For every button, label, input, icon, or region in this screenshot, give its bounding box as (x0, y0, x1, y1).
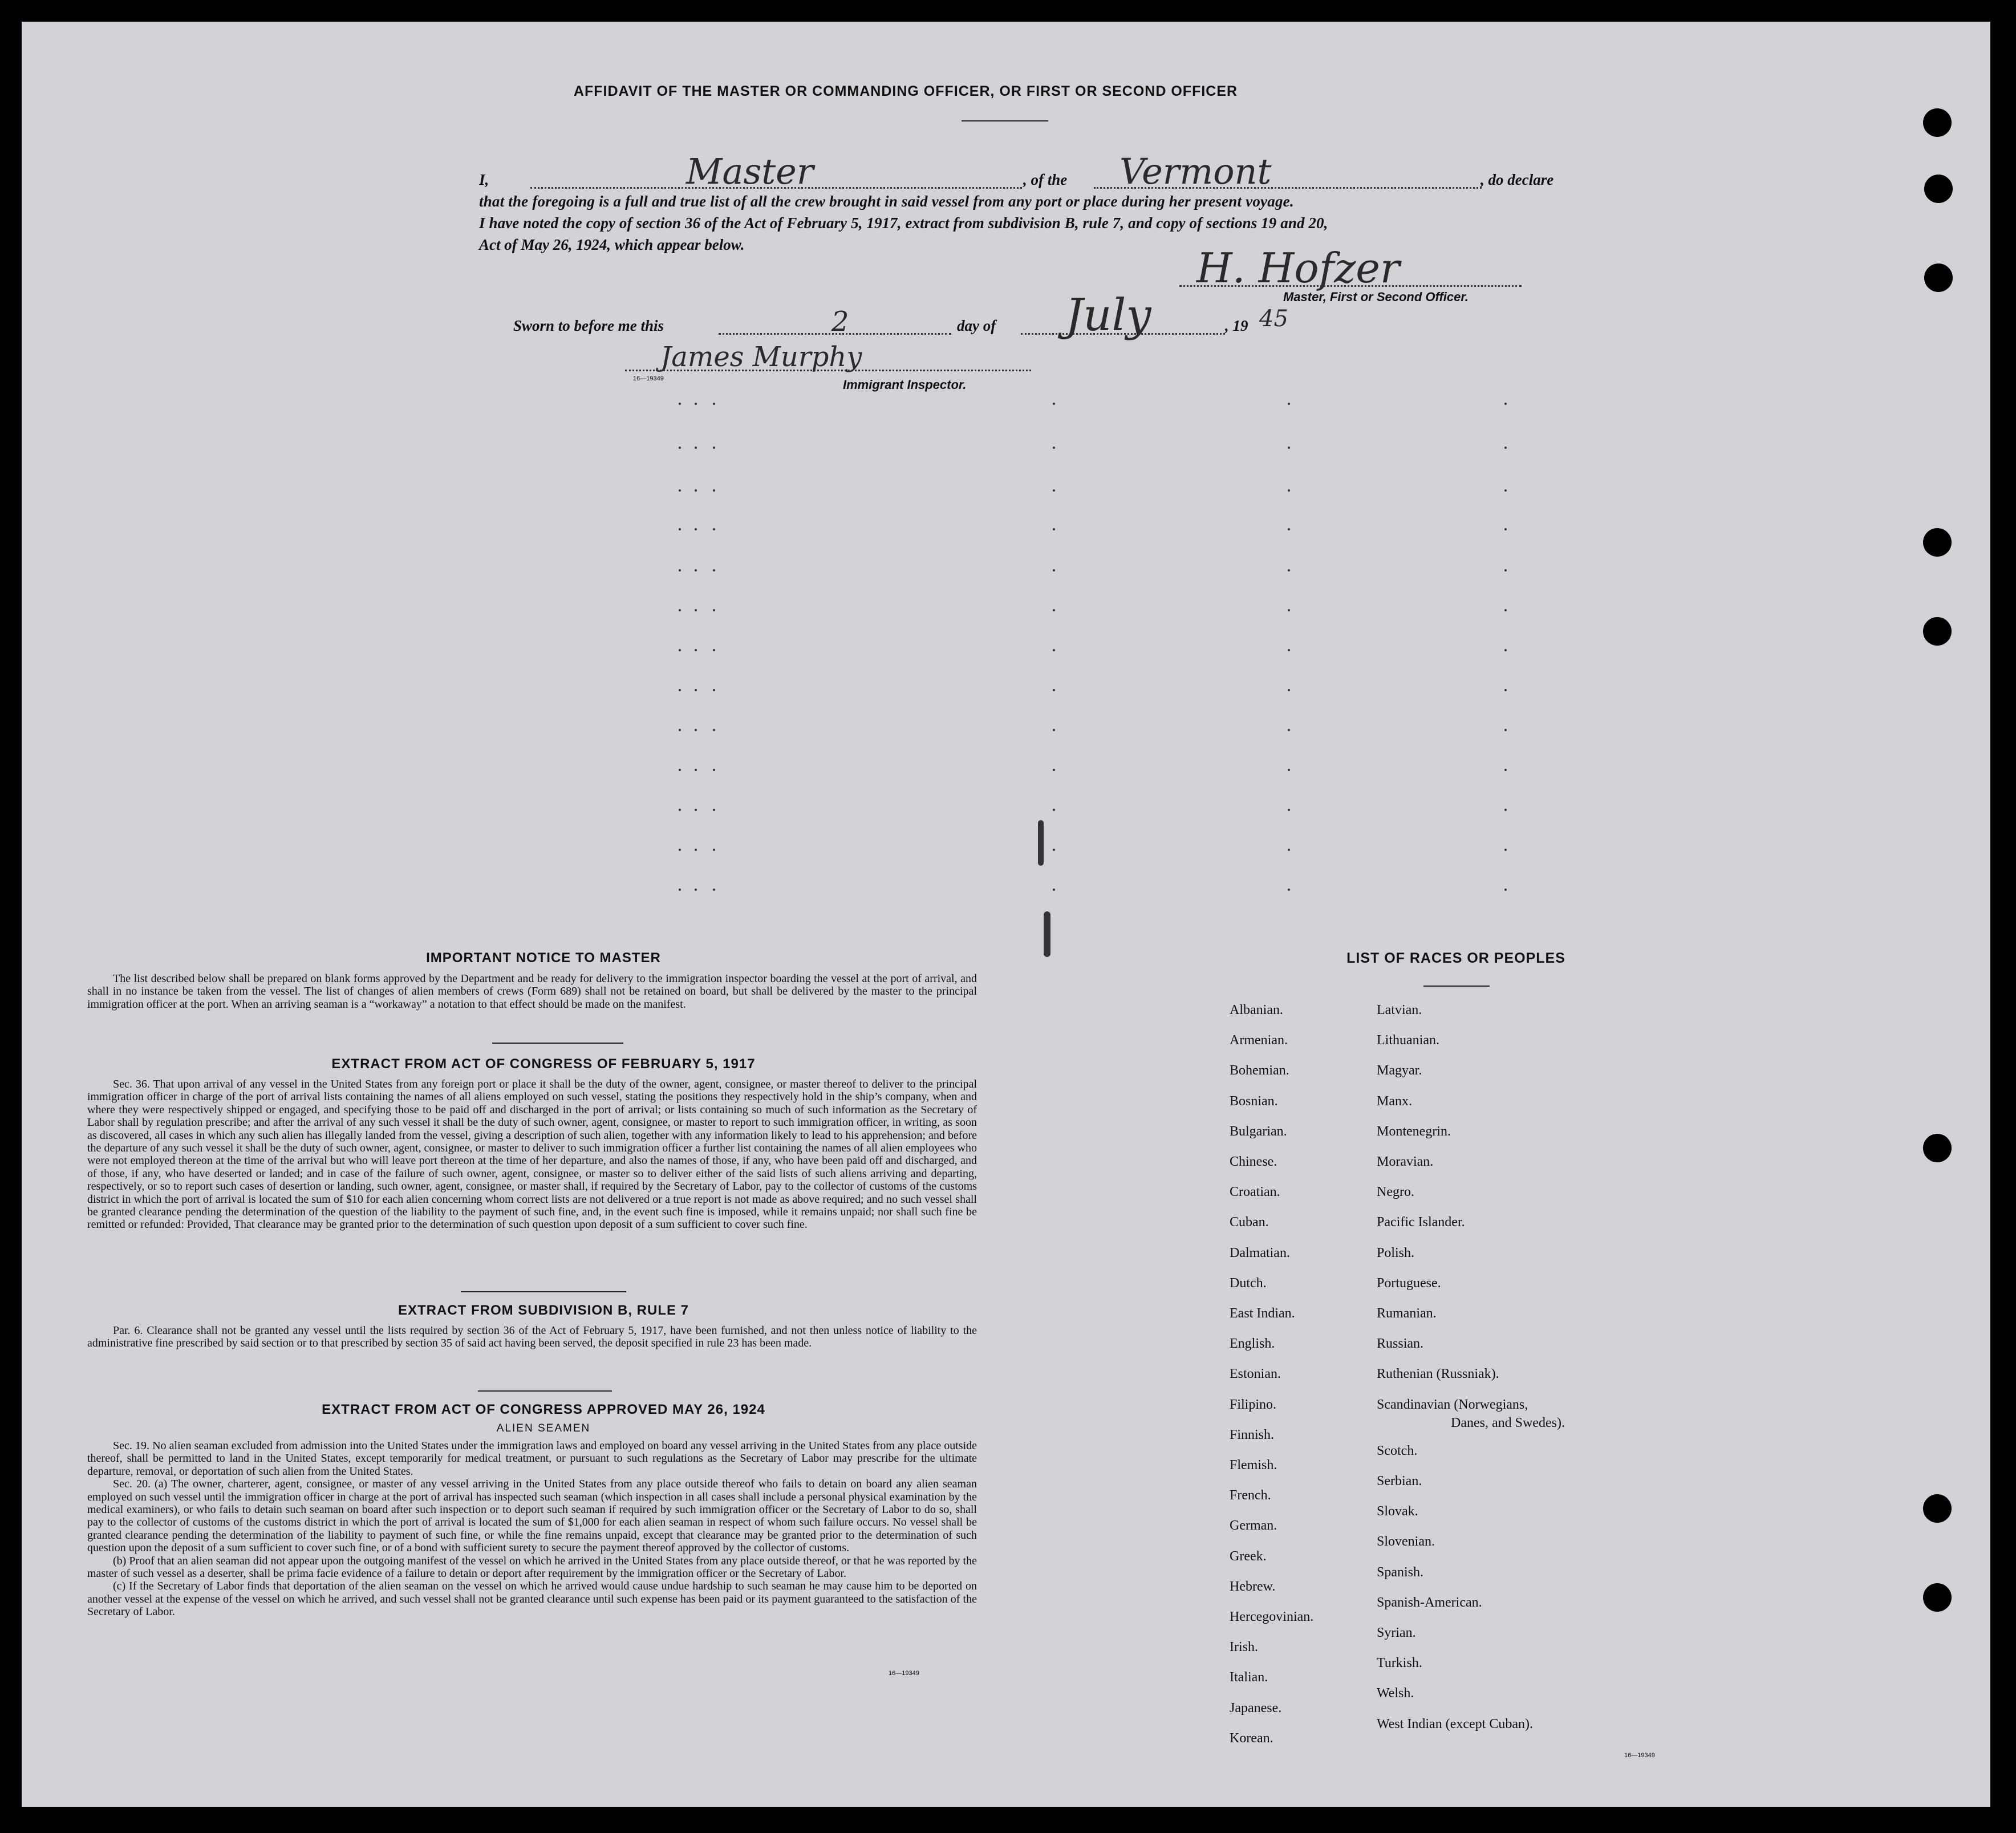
sec-20b-paragraph: (b) Proof that an alien seaman did not appear upon the outgoing manifest of the vessel on which he arrived in the United States from any place outside thereof, or that he was reported by the master of such vessel as a deserter, shall be prima facie evidence of a failure to detain or deport after requirement by the immigration officer or the Secretary of Labor. (87, 1554, 977, 1580)
faint-dot (713, 403, 715, 405)
form-number-races: 16—19349 (1624, 1752, 1655, 1759)
faint-dot (713, 569, 715, 571)
race-item: Portuguese. (1377, 1275, 1441, 1291)
year-printed: , 19 (1225, 317, 1248, 334)
faint-dot (1288, 403, 1290, 405)
punch-hole (1923, 1494, 1952, 1523)
day-handwriting: 2 (831, 306, 849, 338)
race-item: Albanian. (1230, 1003, 1283, 1017)
notice-rule (492, 1043, 623, 1044)
race-item: German. (1230, 1518, 1277, 1534)
sec-19-paragraph: Sec. 19. No alien seaman excluded from admission into the United States under the immigration laws and employed on board any vessel arriving in the United States from any place outside thereof, shall be permitted to land in the United States, except temporarily for medical treatment, or pursuant to such regulations as the Secretary of Labor may prescribe for the ultimate departure, removal, or deportation of such alien from the United States. (87, 1439, 977, 1478)
faint-dot (1288, 569, 1290, 571)
race-item: Russian. (1377, 1336, 1424, 1352)
faint-dot (1504, 689, 1507, 691)
faint-dot (713, 849, 715, 851)
faint-dot (679, 569, 681, 571)
notice-text: The list described below shall be prepared on blank forms approved by the Department and be ready for delivery to the immigration inspector boarding the vessel at the port of arrival, and shall in no instance be taken from the vessel. The list of changes of alien members of crews (Form 689) shall not be retained on board, but shall be delivered by the master to the principal immigration officer at the port. When an arriving seaman is a “workaway” a notation to that effect should be made on the manifest. (87, 972, 977, 1011)
title-rule (962, 120, 1048, 121)
faint-dot (695, 769, 697, 771)
declare-i: I, (479, 171, 489, 188)
sec-20a-paragraph: Sec. 20. (a) The owner, charterer, agent, consignee, or master of any vessel arriving in the United States from any place outside thereof who fails to detain on board any alien seaman employed on such vessel until the immigration officer in charge at the port of arrival has inspected such seaman (which inspection in all cases shall include a personal physical examination by the medical examiners), or who fails to detain such seaman on board after such inspection or to deport such seaman if required by such immigration officer or the Secretary of Labor to do so, shall pay to the collector of customs of the customs district in which the port of arrival is located the sum of $1,000 for each alien seaman in respect of whom such failure occurs. No vessel shall be granted clearance pending the determination of the liability to payment of such fine, or while the fine remains unpaid, except that clearance may be granted prior to the determination of such question upon the deposit of a sum sufficient to cover such fine, or of a bond with sufficient surety to secure the payment thereof approved by the collector of customs. (87, 1478, 977, 1555)
faint-dot (713, 809, 715, 811)
sworn-label: Sworn to before me this (513, 317, 664, 334)
extract-1917-title: EXTRACT FROM ACT OF CONGRESS OF FEBRUARY 5, 1917 (331, 1056, 756, 1072)
subdivision-b-text: Par. 6. Clearance shall not be granted any vessel until the lists required by section 36 of the Act of February 5, 1917, have been furnished, and not then unless notice of liability to the administrative fine prescribed by said section or to that prescribed by section 35 of said act having been served, the deposit specified in rule 23 has been made. (87, 1324, 977, 1350)
extract-1924-text (87, 1439, 977, 1619)
faint-dot (1053, 889, 1055, 891)
faint-dot (1504, 609, 1507, 611)
faint-dot (1504, 889, 1507, 891)
do-declare-label: , do declare (1480, 171, 1554, 188)
faint-dot (695, 649, 697, 651)
race-item: Scandinavian (Norwegians, (1377, 1397, 1528, 1412)
subdivision-b-rule (478, 1390, 612, 1392)
faint-dot (695, 609, 697, 611)
faint-dot (695, 729, 697, 731)
master-handwriting: Master (686, 151, 814, 192)
faint-dot (1053, 447, 1055, 449)
faint-dot (1053, 769, 1055, 771)
race-item: Moravian. (1377, 1154, 1434, 1169)
race-item: Filipino. (1230, 1397, 1277, 1412)
race-item: Syrian. (1377, 1625, 1416, 1640)
race-item: Slovenian. (1377, 1534, 1435, 1550)
faint-dot (1288, 849, 1290, 851)
race-item: Irish. (1230, 1640, 1258, 1655)
faint-dot (695, 849, 697, 851)
race-item: Hebrew. (1230, 1579, 1276, 1594)
faint-dot (1288, 809, 1290, 811)
race-item: Croatian. (1230, 1185, 1280, 1200)
punch-hole (1923, 528, 1952, 557)
faint-dot (1053, 729, 1055, 731)
faint-dot (713, 649, 715, 651)
vessel-handwriting: Vermont (1119, 151, 1272, 192)
race-item: Latvian. (1377, 1003, 1422, 1017)
race-scandinavian-continued: Danes, and Swedes). (1451, 1416, 1565, 1430)
alien-seamen-subtitle: ALIEN SEAMEN (496, 1422, 591, 1434)
punch-hole (1923, 1134, 1952, 1162)
subdivision-b-title: EXTRACT FROM SUBDIVISION B, RULE 7 (397, 1303, 689, 1318)
faint-dot (679, 809, 681, 811)
faint-dot (1504, 447, 1507, 449)
race-item: Pacific Islander. (1377, 1215, 1465, 1230)
month-handwriting: July (1065, 290, 1151, 341)
faint-dot (1288, 769, 1290, 771)
race-item: Bulgarian. (1230, 1124, 1287, 1139)
faint-dot (1504, 403, 1507, 405)
notice-title: IMPORTANT NOTICE TO MASTER (426, 950, 661, 966)
punch-hole (1924, 263, 1953, 292)
faint-dot (1053, 403, 1055, 405)
signature-handwriting: H. Hofzer (1196, 244, 1400, 292)
form-number-top: 16—19349 (633, 375, 664, 382)
race-item: Rumanian. (1377, 1306, 1437, 1321)
faint-dot (1288, 528, 1290, 530)
faint-dot (1288, 729, 1290, 731)
inspector-handwriting: James Murphy (660, 341, 862, 373)
race-item: Scotch. (1377, 1443, 1418, 1458)
faint-dot (1504, 569, 1507, 571)
faint-dot (679, 689, 681, 691)
faint-dot (713, 609, 715, 611)
faint-dot (1053, 489, 1055, 492)
race-item: English. (1230, 1336, 1275, 1352)
race-item: Cuban. (1230, 1215, 1269, 1230)
ink-smudge (1044, 911, 1050, 957)
faint-dot (713, 889, 715, 891)
of-the-label: , of the (1023, 171, 1068, 188)
faint-dot (695, 447, 697, 449)
faint-dot (1504, 489, 1507, 492)
race-item: Lithuanian. (1377, 1033, 1439, 1048)
race-item: Italian. (1230, 1670, 1268, 1685)
faint-dot (695, 689, 697, 691)
punch-hole (1924, 175, 1953, 203)
faint-dot (1053, 849, 1055, 851)
race-item: Bosnian. (1230, 1093, 1278, 1109)
faint-dot (679, 849, 681, 851)
race-item: Bohemian. (1230, 1063, 1289, 1078)
faint-dot (1288, 889, 1290, 891)
day-of-label: day of (957, 317, 996, 334)
faint-dot (1504, 809, 1507, 811)
faint-dot (713, 729, 715, 731)
race-item: Magyar. (1377, 1063, 1422, 1078)
faint-dot (1504, 849, 1507, 851)
race-item: Spanish-American. (1377, 1595, 1482, 1610)
extract-1917-text: Sec. 36. That upon arrival of any vessel in the United States from any foreign port or place it shall be the duty of the owner, agent, consignee, or master thereof to deliver to the principal immigration officer in charge of the port of arrival lists containing the names of all aliens employed on such vessel, stating the positions they respectively hold in the ship’s company, when and where they were respectively shipped or engaged, and specifying those to be paid off and discharged in the port of arrival; or lists containing so much of such information as the Secretary of Labor shall by regulation prescribe; and after the arrival of any such vessel it shall be the duty of such owner, agent, consignee, or master to report to such immigration officer, in writing, as soon as discovered, all cases in which any such alien has illegally landed from the vessel, giving a description of such alien, together with any information likely to lead to his apprehension; and before the departure of any such vessel it shall be the duty of such owner, agent, consignee, or master to deliver to such immigration officer a further list containing the names of all alien employees who were not employed thereon at the time of the arrival but who will leave port thereon at the time of her departure, and also the names of those, if any, who have been paid off and discharged, and of those, if any, who have deserted or landed; and in case of the failure of such owner, agent, consignee, or master so to deliver either of the said lists of such aliens arriving and departing, respectively, or so to report such cases of desertion or landing, such owner, agent, consignee, or master shall, if required by the Secretary of Labor, pay to the collector of customs of the customs district in which the port of arrival is located the sum of $10 for each alien concerning whom correct lists are not delivered or a true report is not made as above required; and no such vessel shall be granted clearance pending the determination of the question of the liability to the payment of such fine, and, in the event such fine is imposed, while it remains unpaid; nor shall such fine be remitted or refunded: Provided, That clearance may be granted prior to the determination of such question upon deposit of a sum sufficient to cover such fine. (87, 1078, 977, 1231)
race-item: Japanese. (1230, 1700, 1282, 1716)
extract-1917-rule (461, 1291, 626, 1292)
race-item: French. (1230, 1488, 1271, 1503)
faint-dot (1053, 569, 1055, 571)
faint-dot (679, 889, 681, 891)
faint-dot (1053, 689, 1055, 691)
sec-20c-paragraph: (c) If the Secretary of Labor finds that deportation of the alien seaman on the vessel on which he arrived would cause undue hardship to such seaman he may cause him to be deported on another vessel at the expense of the vessel on which he arrived, and such vessel shall not be granted clearance until such expense has been paid or its payment guaranteed to the satisfaction of the Secretary of Labor. (87, 1580, 977, 1619)
inspector-caption: Immigrant Inspector. (843, 378, 967, 392)
races-title: LIST OF RACES OR PEOPLES (1346, 950, 1565, 966)
faint-dot (1504, 729, 1507, 731)
declaration-line-4: Act of May 26, 1924, which appear below. (479, 236, 745, 253)
race-item: Polish. (1377, 1245, 1415, 1260)
faint-dot (679, 489, 681, 492)
signature-line (1179, 285, 1522, 287)
faint-dot (695, 489, 697, 492)
race-item: Serbian. (1377, 1474, 1422, 1489)
race-item: Dutch. (1230, 1275, 1267, 1291)
faint-dot (695, 809, 697, 811)
race-item: Manx. (1377, 1093, 1412, 1109)
ink-smudge (1038, 820, 1044, 866)
faint-dot (1053, 528, 1055, 530)
punch-hole (1923, 1583, 1952, 1612)
declaration-line-3: I have noted the copy of section 36 of the Act of February 5, 1917, extract from subdivision B, rule 7, and copy of sections 19 and 20, (479, 214, 1328, 232)
inspector-line (625, 370, 1031, 371)
race-item: Armenian. (1230, 1033, 1288, 1048)
race-item: Korean. (1230, 1730, 1273, 1746)
faint-dot (1053, 649, 1055, 651)
faint-dot (1504, 528, 1507, 530)
race-item: Montenegrin. (1377, 1124, 1451, 1139)
race-item: West Indian (except Cuban). (1377, 1716, 1533, 1731)
race-item: Dalmatian. (1230, 1245, 1290, 1260)
faint-dot (713, 447, 715, 449)
faint-dot (679, 403, 681, 405)
extract-1924-title: EXTRACT FROM ACT OF CONGRESS APPROVED MAY 26, 1924 (322, 1402, 765, 1417)
race-item: Greek. (1230, 1548, 1267, 1564)
faint-dot (679, 769, 681, 771)
faint-dot (1288, 689, 1290, 691)
faint-dot (695, 403, 697, 405)
faint-dot (1504, 649, 1507, 651)
punch-hole (1923, 617, 1952, 646)
punch-hole (1923, 108, 1952, 137)
faint-dot (695, 889, 697, 891)
faint-dot (713, 769, 715, 771)
signature-caption: Master, First or Second Officer. (1283, 290, 1469, 304)
race-item: Welsh. (1377, 1686, 1414, 1701)
faint-dot (1288, 447, 1290, 449)
faint-dot (713, 528, 715, 530)
race-item: Negro. (1377, 1185, 1414, 1200)
faint-dot (695, 528, 697, 530)
affidavit-title: AFFIDAVIT OF THE MASTER OR COMMANDING OFFICER, OR FIRST OR SECOND OFFICER (573, 83, 1238, 99)
year-handwriting: 45 (1259, 306, 1288, 332)
faint-dot (1504, 769, 1507, 771)
faint-dot (1288, 489, 1290, 492)
race-item: Slovak. (1377, 1504, 1418, 1519)
form-sheet (22, 22, 1990, 1807)
race-item: Turkish. (1377, 1656, 1422, 1671)
faint-dot (1288, 609, 1290, 611)
races-rule (1423, 986, 1490, 987)
faint-dot (1053, 609, 1055, 611)
faint-dot (695, 569, 697, 571)
faint-dot (1053, 809, 1055, 811)
faint-dot (679, 609, 681, 611)
faint-dot (679, 729, 681, 731)
faint-dot (679, 528, 681, 530)
race-item: Ruthenian (Russniak). (1377, 1366, 1499, 1382)
faint-dot (713, 489, 715, 492)
race-item: Spanish. (1377, 1564, 1424, 1580)
race-item: Hercegovinian. (1230, 1609, 1314, 1624)
race-item: Finnish. (1230, 1427, 1275, 1442)
faint-dot (713, 689, 715, 691)
faint-dot (1288, 649, 1290, 651)
form-number-bottom: 16—19349 (889, 1670, 919, 1677)
race-item: East Indian. (1230, 1306, 1295, 1321)
race-item: Flemish. (1230, 1458, 1277, 1473)
faint-dot (679, 649, 681, 651)
race-item: Estonian. (1230, 1366, 1281, 1382)
race-item: Chinese. (1230, 1154, 1277, 1169)
faint-dot (679, 447, 681, 449)
declaration-line-2: that the foregoing is a full and true list of all the crew brought in said vessel from any port or place during her present voyage. (479, 193, 1294, 210)
